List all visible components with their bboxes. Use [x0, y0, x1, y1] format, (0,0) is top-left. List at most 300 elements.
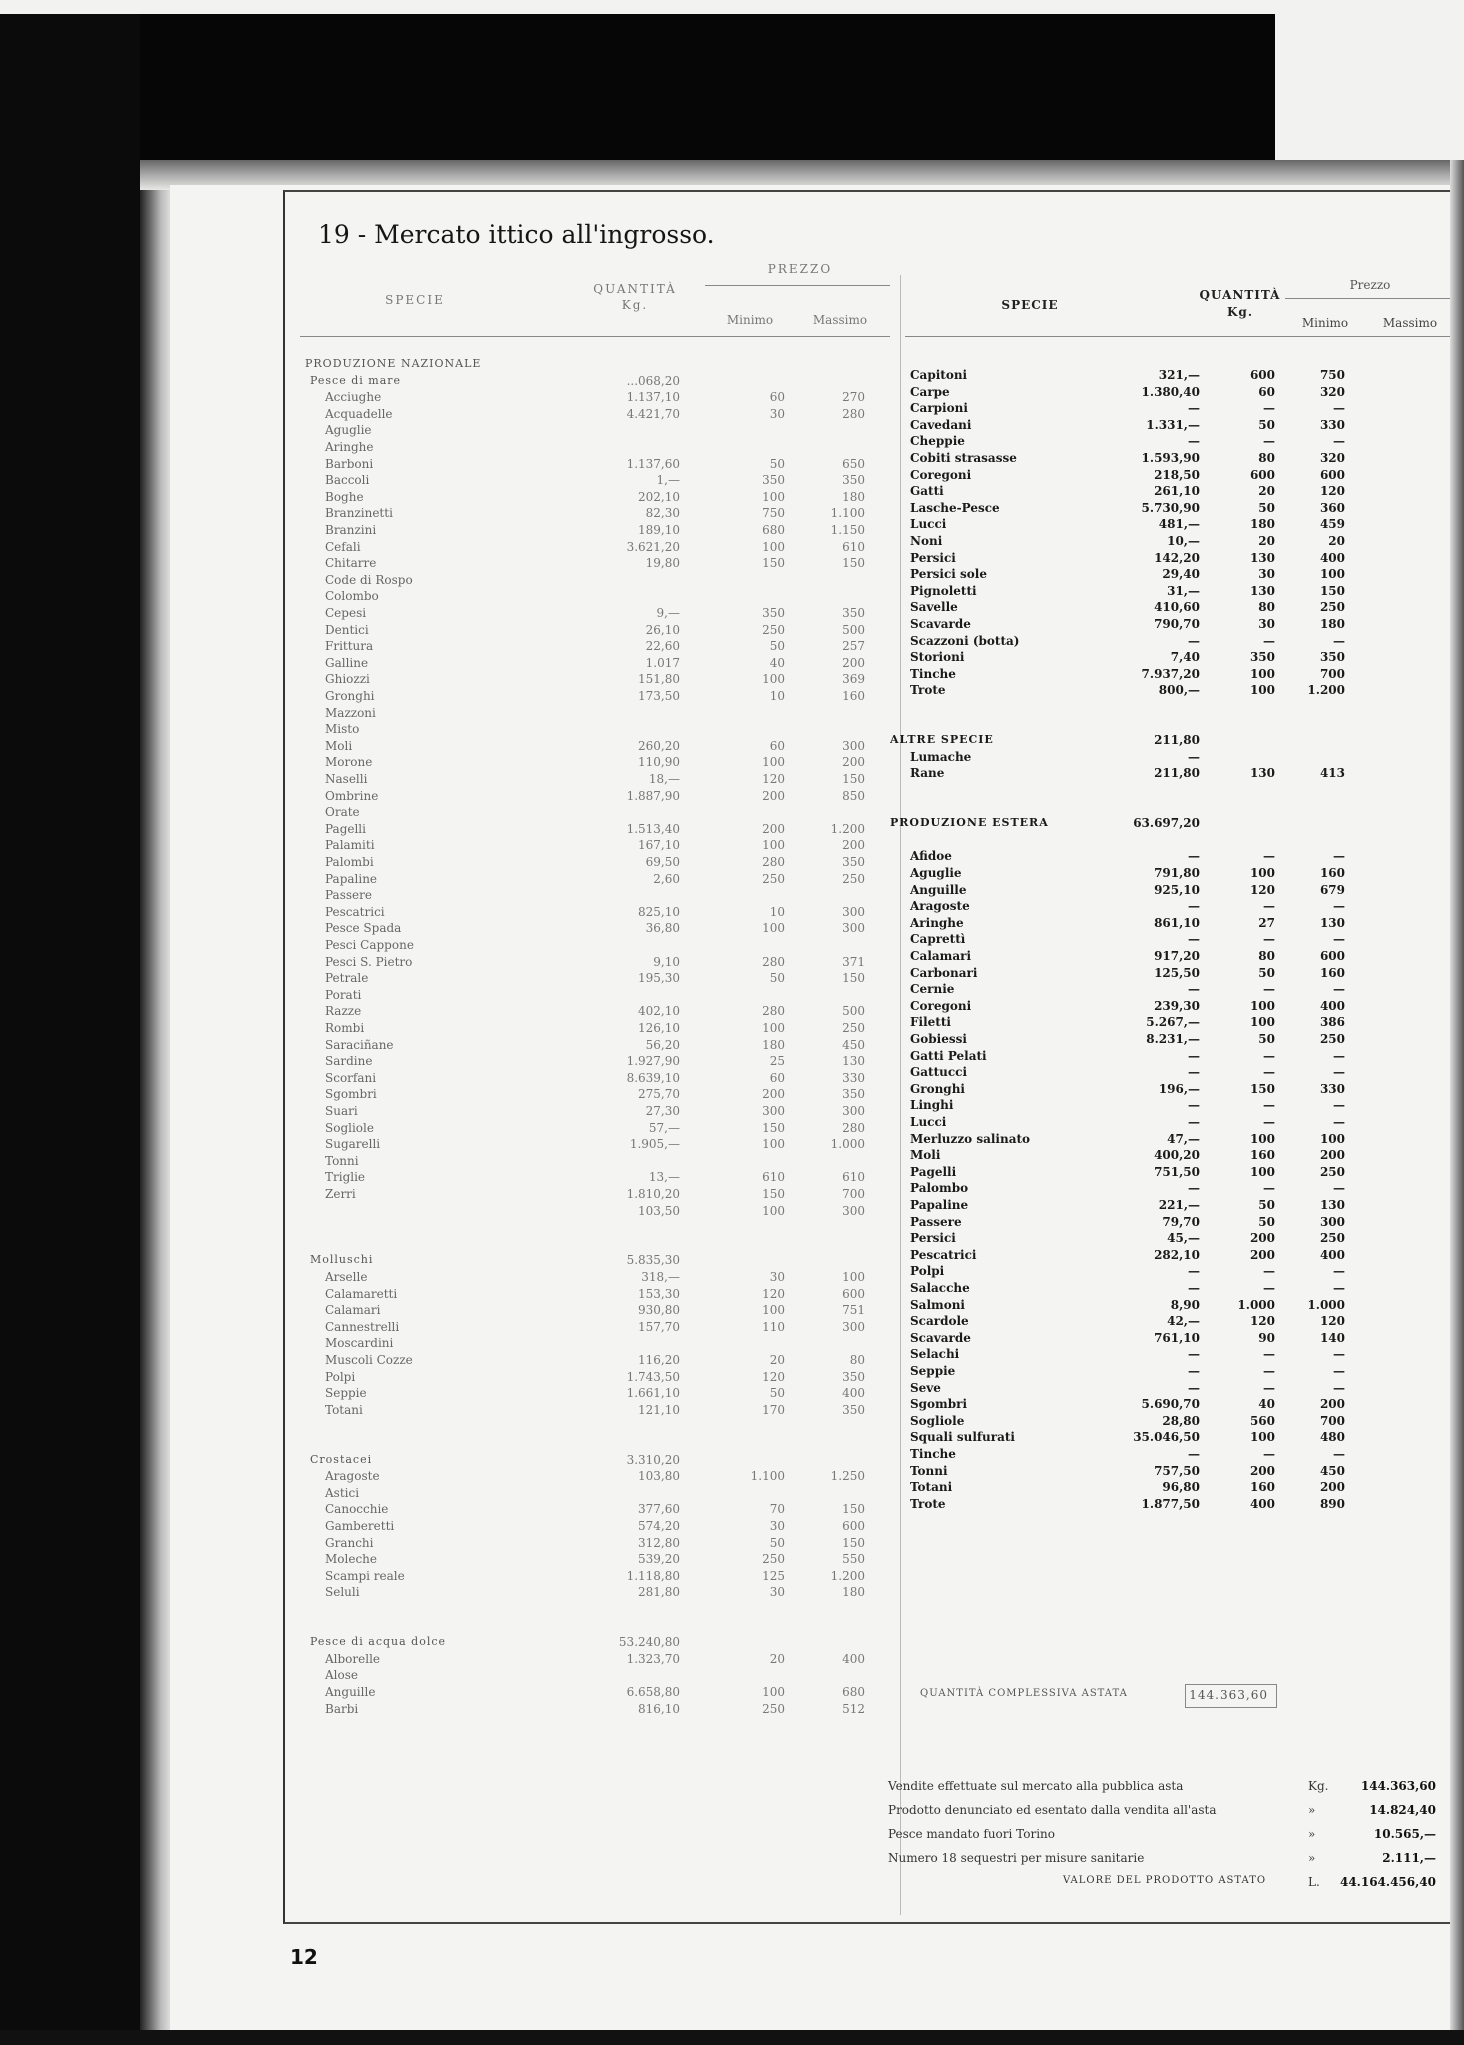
price-min-cell: 250 — [762, 871, 785, 886]
quantity-cell: 202,10 — [638, 489, 680, 504]
table-row — [905, 501, 1450, 519]
species-name: Tonni — [325, 1153, 359, 1168]
scan-border-top — [0, 14, 1275, 184]
table-row — [300, 490, 890, 508]
price-max-cell: 180 — [1319, 617, 1345, 631]
price-min-cell: 200 — [1249, 1463, 1275, 1478]
price-min-cell: 120 — [1249, 882, 1275, 897]
price-max-cell: 180 — [842, 489, 865, 504]
price-min-cell: 100 — [762, 1203, 785, 1218]
species-name: Muscoli Cozze — [325, 1353, 413, 1367]
price-min-cell: 25 — [769, 1054, 785, 1069]
species-name: Moli — [910, 1148, 941, 1163]
left-header-specie: SPECIE — [385, 293, 445, 307]
left-header-kg: Kg. — [621, 298, 649, 312]
summary-row — [888, 1827, 1438, 1845]
species-name: Calamari — [910, 949, 972, 963]
table-row — [905, 1181, 1450, 1199]
right-header-prezzo: Prezzo — [1349, 278, 1391, 292]
quantity-cell: 63.697,20 — [1133, 816, 1200, 831]
table-row — [905, 932, 1450, 950]
quantity-cell: — — [1188, 401, 1200, 416]
quantity-cell: 142,20 — [1154, 550, 1200, 565]
species-name: Branzini — [325, 523, 377, 537]
price-min-cell: 160 — [1249, 1480, 1275, 1495]
table-row — [905, 418, 1450, 436]
quantity-cell: 47,— — [1167, 1131, 1200, 1146]
quantity-cell: 281,80 — [638, 1585, 680, 1600]
table-row — [905, 1015, 1450, 1033]
table-row — [300, 888, 890, 906]
quantity-cell: 402,10 — [638, 1004, 680, 1019]
price-min-cell: 50 — [769, 971, 785, 986]
species-name: Pagelli — [910, 1164, 957, 1179]
table-row — [300, 1021, 890, 1039]
table-row — [905, 468, 1450, 486]
quantity-cell: 261,10 — [1154, 484, 1200, 499]
price-max-cell: 679 — [1319, 882, 1345, 897]
price-max-cell: 1.200 — [1307, 683, 1345, 698]
table-row — [905, 1132, 1450, 1150]
table-row — [905, 1281, 1450, 1299]
quantity-cell: 275,70 — [638, 1087, 680, 1102]
quantity-cell: 1,— — [656, 473, 680, 488]
quantity-cell: 7,40 — [1170, 650, 1200, 665]
price-max-cell: 700 — [1319, 666, 1345, 681]
price-max-cell: 1.150 — [830, 523, 865, 537]
quantity-cell: 2,60 — [653, 871, 680, 886]
price-max-cell: 320 — [1319, 384, 1345, 399]
price-max-cell: 150 — [842, 971, 865, 986]
price-min-cell: 280 — [762, 954, 785, 969]
species-name: Barbi — [325, 1701, 359, 1716]
quantity-cell: 7.937,20 — [1141, 666, 1200, 681]
price-min-cell: 100 — [762, 672, 785, 687]
species-name: Colombo — [325, 589, 379, 604]
price-max-cell: 100 — [1319, 567, 1345, 582]
summary-unit: » — [1308, 1827, 1316, 1841]
species-name: Passere — [325, 888, 372, 903]
price-min-cell: 200 — [1249, 1247, 1275, 1262]
price-max-cell: 150 — [842, 1502, 865, 1517]
price-max-cell: 550 — [842, 1552, 865, 1567]
species-name: Selachi — [910, 1347, 960, 1362]
summary-unit: » — [1308, 1851, 1316, 1865]
price-max-cell: — — [1333, 1181, 1345, 1196]
table-row — [905, 1464, 1450, 1482]
price-max-cell: — — [1333, 633, 1345, 648]
summary-label: VALORE DEL PRODOTTO ASTATO — [1063, 1875, 1267, 1886]
table-row — [300, 473, 890, 491]
right-header-specie: SPECIE — [1001, 298, 1059, 312]
price-max-cell: 890 — [1319, 1496, 1345, 1511]
species-name: Scampi reale — [325, 1568, 405, 1583]
price-min-cell: 100 — [1249, 666, 1275, 681]
table-row — [905, 700, 1450, 718]
species-name: Sogliole — [910, 1413, 965, 1428]
price-max-cell: 250 — [1319, 600, 1345, 615]
species-name: Boghe — [325, 489, 364, 504]
price-min-cell: — — [1263, 434, 1275, 449]
species-name: Gatti — [910, 484, 944, 499]
summary-value: 2.111,— — [1382, 1851, 1436, 1865]
table-row — [300, 1619, 890, 1637]
price-max-cell: 700 — [842, 1187, 865, 1201]
species-name: Moli — [325, 738, 353, 753]
price-max-cell: 300 — [842, 738, 865, 753]
section-row — [300, 1253, 890, 1271]
table-row — [905, 899, 1450, 917]
species-name: Afidoe — [910, 849, 952, 864]
table-row — [300, 805, 890, 823]
price-min-cell: 50 — [769, 456, 785, 471]
quantity-cell: 9,— — [656, 606, 680, 620]
summary-row — [888, 1803, 1438, 1821]
price-max-cell: — — [1333, 1364, 1345, 1378]
price-min-cell: 150 — [762, 1187, 785, 1201]
price-max-cell: — — [1333, 401, 1345, 416]
price-min-cell: 280 — [762, 1004, 785, 1019]
species-name: Seve — [910, 1380, 941, 1395]
quantity-cell: ...068,20 — [626, 373, 680, 388]
summary-row — [888, 1779, 1438, 1797]
price-max-cell: — — [1333, 1098, 1345, 1113]
species-name: Moleche — [325, 1552, 378, 1567]
price-max-cell: 300 — [842, 1104, 865, 1118]
quantity-cell: 8,90 — [1170, 1297, 1200, 1312]
species-name: Aguglie — [910, 866, 962, 880]
species-name: Frittura — [325, 639, 374, 654]
quantity-cell: 800,— — [1158, 683, 1200, 698]
price-min-cell: 80 — [1258, 600, 1275, 615]
summary-unit: » — [1308, 1803, 1316, 1817]
table-row — [905, 1264, 1450, 1282]
table-row — [905, 368, 1450, 386]
species-name: Scorfani — [325, 1070, 377, 1085]
price-max-cell: 750 — [1319, 368, 1345, 382]
quantity-cell: 260,20 — [638, 738, 680, 753]
table-row — [905, 1497, 1450, 1515]
left-header-quantita: QUANTITÀ — [593, 282, 677, 296]
species-name: Trote — [910, 683, 946, 698]
price-max-cell: 180 — [842, 1585, 865, 1600]
species-name: Rane — [910, 766, 945, 781]
price-max-cell: — — [1333, 1264, 1345, 1279]
species-name: Misto — [325, 722, 360, 737]
price-max-cell: 20 — [1328, 534, 1345, 548]
table-row — [300, 1552, 890, 1570]
section-row — [300, 374, 890, 392]
quantity-cell: — — [1188, 1098, 1200, 1113]
price-min-cell: 30 — [769, 1585, 785, 1600]
table-row — [300, 838, 890, 856]
quantity-cell: 321,— — [1158, 368, 1200, 382]
table-row — [300, 1270, 890, 1288]
species-name: Gamberetti — [325, 1519, 395, 1533]
quantity-cell: 26,10 — [645, 622, 680, 637]
table-row — [905, 451, 1450, 469]
table-row — [300, 955, 890, 973]
price-max-cell: 150 — [842, 772, 865, 786]
summary-value: 44.164.456,40 — [1339, 1875, 1436, 1889]
species-name: Aragoste — [910, 899, 970, 914]
quantity-cell: — — [1188, 1347, 1200, 1362]
summary-row — [888, 1851, 1438, 1869]
quantity-cell: — — [1188, 1115, 1200, 1129]
left-header-minimo: Minimo — [726, 313, 774, 327]
table-row — [905, 1430, 1450, 1448]
quantity-cell: 28,80 — [1162, 1413, 1200, 1428]
quantity-cell: 35.046,50 — [1133, 1430, 1200, 1445]
table-row — [300, 988, 890, 1006]
price-min-cell: 125 — [762, 1568, 785, 1583]
price-max-cell: 1.250 — [830, 1469, 865, 1484]
price-min-cell: 100 — [1249, 998, 1275, 1013]
species-name: Pesce di mare — [310, 373, 402, 387]
price-min-cell: 1.000 — [1237, 1297, 1275, 1312]
price-min-cell: 160 — [1249, 1148, 1275, 1163]
price-max-cell: 450 — [842, 1037, 865, 1052]
species-name: Suari — [325, 1104, 358, 1118]
table-row — [905, 750, 1450, 768]
quantity-cell: — — [1188, 899, 1200, 914]
price-max-cell: — — [1333, 982, 1345, 997]
price-min-cell: 50 — [1258, 417, 1275, 432]
species-name: Totani — [325, 1402, 363, 1417]
price-min-cell: 50 — [1258, 965, 1275, 980]
species-name: Seppie — [910, 1364, 956, 1378]
scan-border-left — [0, 14, 140, 2045]
table-row — [905, 1364, 1450, 1382]
quantity-cell: 10,— — [1167, 534, 1200, 548]
table-row — [905, 600, 1450, 618]
price-min-cell: 180 — [1249, 517, 1275, 532]
price-max-cell: 80 — [849, 1353, 865, 1367]
price-min-cell: 600 — [1249, 368, 1275, 382]
price-min-cell: — — [1263, 1098, 1275, 1113]
price-max-cell: — — [1333, 1281, 1345, 1295]
table-row — [300, 556, 890, 574]
quantity-cell: — — [1188, 1364, 1200, 1378]
price-min-cell: 120 — [762, 1369, 785, 1384]
quantity-cell: 45,— — [1167, 1231, 1200, 1246]
price-max-cell: 350 — [842, 1369, 865, 1384]
table-row — [905, 800, 1450, 818]
quantity-cell: 751,50 — [1154, 1164, 1200, 1179]
table-row — [905, 1082, 1450, 1100]
price-min-cell: 50 — [1258, 500, 1275, 515]
quantity-cell: 5.835,30 — [626, 1253, 680, 1268]
price-min-cell: 80 — [1258, 451, 1275, 465]
price-max-cell: 200 — [1319, 1480, 1345, 1495]
price-max-cell: 100 — [842, 1270, 865, 1284]
species-name: Sgombri — [325, 1087, 377, 1102]
quantity-cell: 5.690,70 — [1141, 1397, 1200, 1412]
table-row — [300, 390, 890, 408]
table-row — [905, 1065, 1450, 1083]
price-max-cell: 371 — [842, 954, 865, 969]
species-name: Pesce Spada — [325, 921, 402, 936]
quantity-cell: — — [1188, 749, 1200, 764]
species-name: Anguille — [910, 882, 967, 897]
price-max-cell: 400 — [1319, 550, 1345, 565]
quantity-cell: 173,50 — [638, 689, 680, 703]
quantity-cell: 6.658,80 — [626, 1685, 680, 1699]
price-max-cell: 200 — [842, 755, 865, 770]
price-min-cell: — — [1263, 1264, 1275, 1279]
table-row — [300, 755, 890, 773]
price-min-cell: — — [1263, 1048, 1275, 1063]
quantity-cell: 790,70 — [1154, 617, 1200, 631]
quantity-cell: 791,80 — [1154, 866, 1200, 880]
table-row — [300, 423, 890, 441]
page-number: 12 — [290, 1945, 318, 1969]
price-max-cell: 500 — [842, 622, 865, 637]
species-name: Dentici — [325, 622, 369, 637]
species-name: Palombo — [910, 1181, 969, 1196]
species-name: Carpioni — [910, 401, 968, 416]
species-name: Alose — [325, 1668, 358, 1683]
species-name: Pagelli — [325, 821, 366, 836]
quantity-cell: 110,90 — [638, 755, 680, 770]
species-name: Astici — [325, 1485, 360, 1500]
quantity-cell: 218,50 — [1154, 467, 1200, 482]
quantity-cell: — — [1188, 982, 1200, 997]
price-min-cell: 350 — [762, 473, 785, 488]
price-min-cell: 130 — [1249, 766, 1275, 781]
quantity-cell: 42,— — [1167, 1314, 1200, 1329]
price-max-cell: — — [1333, 849, 1345, 864]
quantity-cell: 153,30 — [638, 1286, 680, 1301]
species-name: Galline — [325, 655, 369, 670]
quantity-cell: 930,80 — [638, 1303, 680, 1318]
price-min-cell: 300 — [762, 1104, 785, 1118]
price-max-cell: — — [1333, 1048, 1345, 1063]
table-row — [300, 606, 890, 624]
species-name: Alborelle — [325, 1651, 381, 1666]
price-min-cell: 100 — [1249, 1131, 1275, 1146]
quantity-cell: 1.513,40 — [626, 821, 680, 836]
species-name: Calamari — [325, 1303, 381, 1318]
species-name: Molluschi — [310, 1253, 374, 1267]
table-row — [300, 938, 890, 956]
table-row — [300, 656, 890, 674]
table-row — [300, 1204, 890, 1222]
table-row — [300, 1469, 890, 1487]
quantity-cell: — — [1188, 434, 1200, 449]
table-row — [905, 1248, 1450, 1266]
species-name: Scavarde — [910, 1330, 971, 1345]
quantity-cell: 574,20 — [638, 1519, 680, 1533]
price-min-cell: — — [1263, 899, 1275, 914]
species-name: Petrale — [325, 971, 369, 986]
price-max-cell: — — [1333, 434, 1345, 449]
price-min-cell: 100 — [1249, 683, 1275, 698]
column-divider — [900, 275, 901, 1915]
quantity-cell: 825,10 — [638, 904, 680, 919]
quantity-cell: 1.887,90 — [626, 788, 680, 803]
quantity-cell: 211,80 — [1154, 733, 1200, 748]
price-max-cell: 610 — [842, 539, 865, 554]
table-row — [300, 1121, 890, 1139]
quantity-cell: 157,70 — [638, 1319, 680, 1334]
price-max-cell: 160 — [1319, 866, 1345, 880]
table-row — [300, 971, 890, 989]
table-row — [300, 1668, 890, 1686]
price-min-cell: 200 — [1249, 1231, 1275, 1246]
price-max-cell: 400 — [1319, 1247, 1345, 1262]
table-row — [300, 739, 890, 757]
species-name: Naselli — [325, 772, 368, 786]
price-min-cell: 60 — [769, 738, 785, 753]
table-row — [905, 683, 1450, 701]
table-row — [300, 1519, 890, 1537]
table-row — [300, 706, 890, 724]
price-min-cell: — — [1263, 633, 1275, 648]
price-max-cell: 360 — [1319, 500, 1345, 515]
price-min-cell: — — [1263, 401, 1275, 416]
table-row — [905, 617, 1450, 635]
quantity-cell: 121,10 — [638, 1402, 680, 1417]
table-row — [905, 1165, 1450, 1183]
quantity-cell: 481,— — [1158, 517, 1200, 532]
price-max-cell: 610 — [842, 1170, 865, 1185]
species-name: Triglie — [325, 1170, 366, 1185]
price-max-cell: 400 — [1319, 998, 1345, 1013]
price-max-cell: 200 — [1319, 1148, 1345, 1163]
table-row — [905, 1148, 1450, 1166]
quantity-cell: 125,50 — [1154, 965, 1200, 980]
species-name: Ombrine — [325, 788, 379, 803]
quantity-cell: 761,10 — [1154, 1330, 1200, 1345]
table-row — [300, 672, 890, 690]
quantity-cell: — — [1188, 633, 1200, 648]
table-row — [300, 1652, 890, 1670]
price-max-cell: 120 — [1319, 1314, 1345, 1329]
table-row — [905, 1381, 1450, 1399]
species-name: Scazzoni (botta) — [910, 633, 1020, 648]
price-min-cell: 280 — [762, 855, 785, 869]
price-min-cell: 200 — [762, 788, 785, 803]
price-max-cell: 350 — [842, 855, 865, 869]
species-name: Baccoli — [325, 473, 370, 488]
quantity-cell: 1.323,70 — [626, 1651, 680, 1666]
price-max-cell: 300 — [842, 1319, 865, 1334]
table-row — [300, 772, 890, 790]
species-name: Sugarelli — [325, 1137, 381, 1152]
price-min-cell: — — [1263, 1181, 1275, 1196]
table-row — [905, 1480, 1450, 1498]
quantity-cell: 22,60 — [645, 639, 680, 654]
species-name: Pescatrici — [325, 904, 385, 919]
quantity-cell: 757,50 — [1154, 1463, 1200, 1478]
summary-unit: L. — [1308, 1875, 1320, 1889]
quantity-cell: 221,— — [1158, 1198, 1200, 1212]
price-min-cell: 180 — [762, 1037, 785, 1052]
price-min-cell: 50 — [1258, 1032, 1275, 1046]
table-row — [905, 783, 1450, 801]
summary-label: Pesce mandato fuori Torino — [888, 1827, 1055, 1841]
table-row — [905, 634, 1450, 652]
quantity-cell: — — [1188, 1181, 1200, 1196]
price-min-cell: — — [1263, 849, 1275, 864]
price-max-cell: 413 — [1319, 766, 1345, 781]
price-min-cell: 50 — [1258, 1214, 1275, 1229]
species-name: Filetti — [910, 1015, 951, 1030]
right-header-massimo: Massimo — [1382, 316, 1438, 330]
quantity-cell: 29,40 — [1162, 567, 1200, 582]
price-max-cell: 280 — [842, 406, 865, 421]
